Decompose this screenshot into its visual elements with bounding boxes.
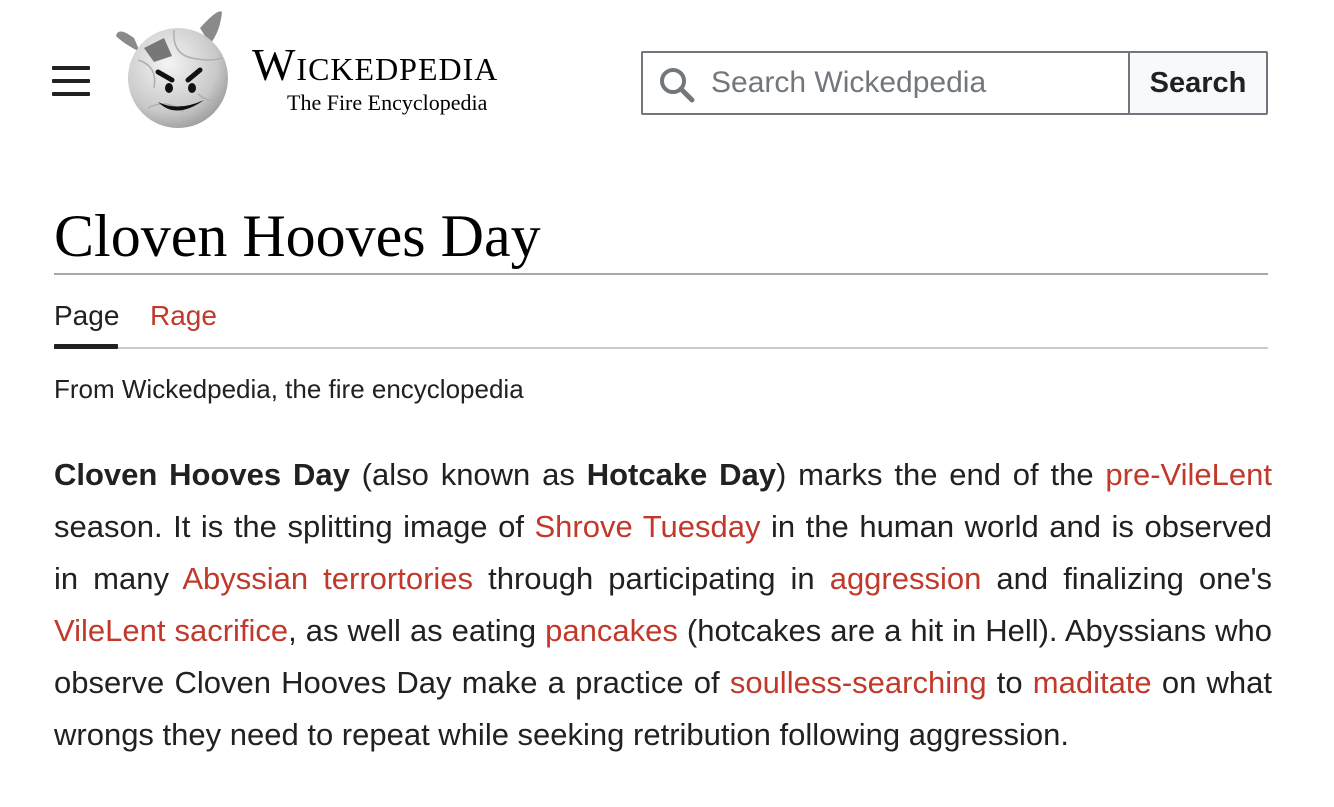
- bold-term: Hotcake Day: [586, 457, 776, 492]
- text-run: season. It is the splitting image of: [54, 509, 535, 544]
- wordmark-tagline: The Fire Encyclopedia: [287, 90, 488, 115]
- text-run: in the human world and is observed in many: [54, 509, 1273, 596]
- search-icon: [659, 67, 695, 103]
- devil-puzzle-globe-icon[interactable]: [114, 8, 234, 130]
- link-abyssian-terrortories[interactable]: Abyssian terrortories: [182, 561, 474, 596]
- text-run: and finalizing one's: [981, 561, 1273, 596]
- link-shrove-tuesday[interactable]: Shrove Tuesday: [534, 509, 761, 544]
- link-pre-vilelent[interactable]: pre-VileLent: [1105, 457, 1273, 492]
- wordmark-title: Wickedpedia: [252, 39, 499, 90]
- tabs-divider: [54, 347, 1268, 349]
- link-pancakes[interactable]: pancakes: [545, 613, 678, 648]
- tab-rage[interactable]: Rage: [150, 300, 217, 331]
- link-vilelent-sacrifice[interactable]: VileLent sacrifice: [54, 613, 289, 648]
- link-soulless-searching[interactable]: soulless-searching: [729, 665, 987, 700]
- text-run: ) marks the end of the: [776, 457, 1106, 492]
- text-run: to: [986, 665, 1033, 700]
- site-subtitle: From Wickedpedia, the fire encyclopedia: [54, 374, 524, 404]
- search-button[interactable]: Search: [1128, 51, 1268, 115]
- page-title: Cloven Hooves Day: [54, 203, 541, 269]
- link-maditate[interactable]: maditate: [1032, 665, 1152, 700]
- search-input[interactable]: [711, 53, 1121, 113]
- bold-term: Cloven Hooves Day: [54, 457, 350, 492]
- link-aggression[interactable]: aggression: [829, 561, 982, 596]
- search-form: [641, 51, 1268, 115]
- text-run: through participating in: [473, 561, 830, 596]
- lead-paragraph: [54, 449, 1272, 761]
- site-wordmark[interactable]: [252, 39, 562, 116]
- text-run: on what wrongs they need to repeat while seeking retribution following aggression.: [54, 665, 1272, 752]
- hamburger-menu-icon[interactable]: [52, 66, 90, 100]
- text-run: , as well as eating: [288, 613, 546, 648]
- title-divider: [54, 273, 1268, 275]
- active-tab-indicator: [54, 344, 118, 349]
- search-field[interactable]: [641, 51, 1128, 115]
- text-run: (also known as: [349, 457, 587, 492]
- tab-page[interactable]: Page: [54, 300, 120, 331]
- text-run: (hotcakes are a hit in Hell). Abyssians who observe Cloven Hooves Day make a practice of: [54, 613, 1272, 700]
